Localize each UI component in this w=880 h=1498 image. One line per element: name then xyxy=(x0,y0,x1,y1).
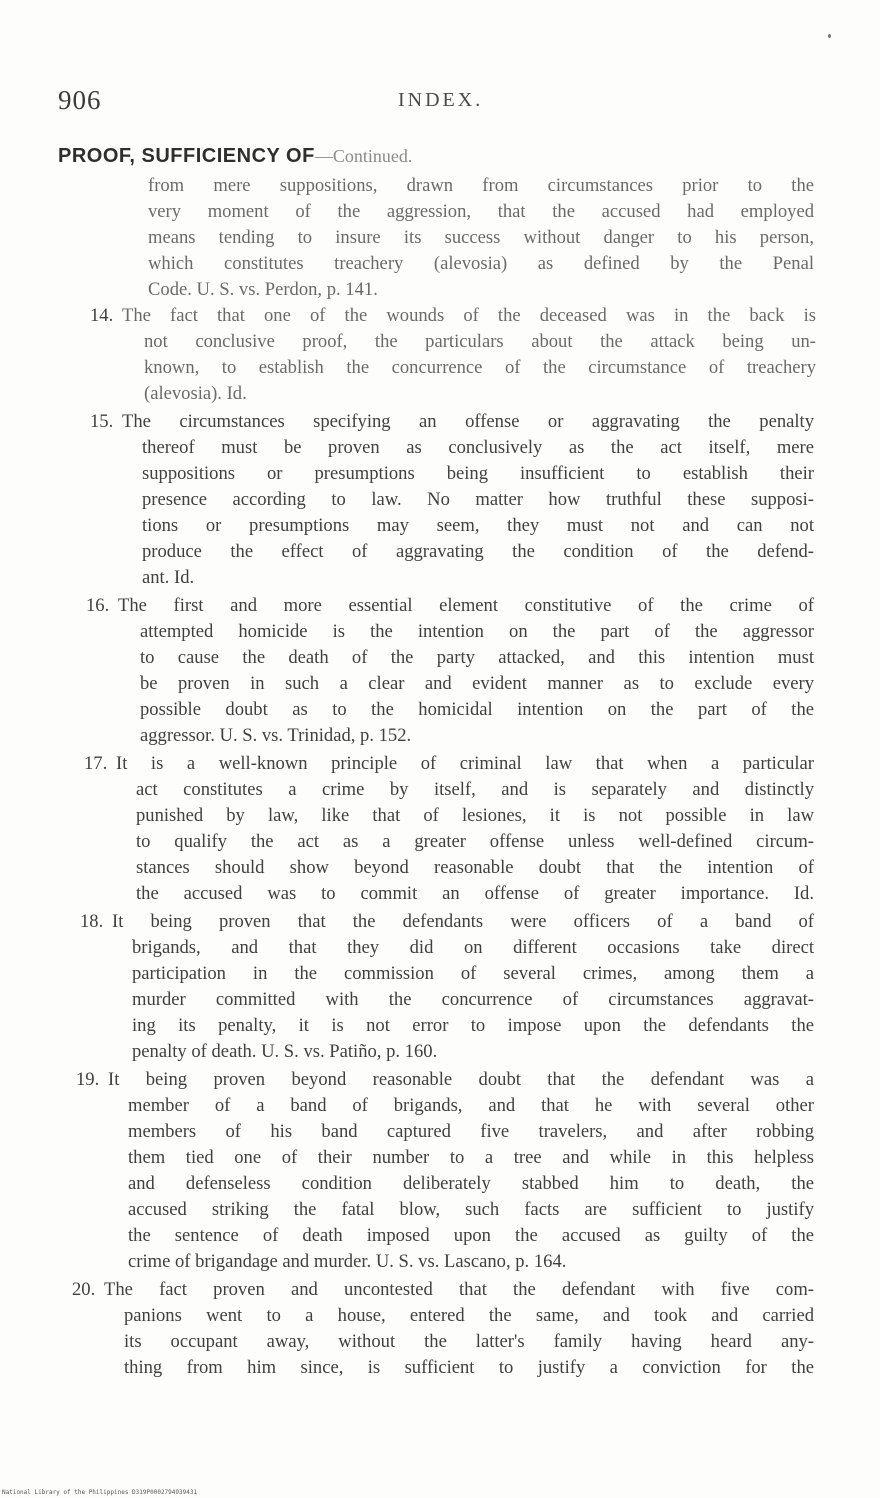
paragraph-line: them tied one of their number to a tree and while in this helpless xyxy=(128,1147,814,1168)
paragraph-first-line: The first and more essential element constitutive of the crime of xyxy=(118,595,814,616)
scan-footer: National Library of the Philippines D319P0002794939431 xyxy=(2,1489,198,1496)
paragraph-line: panions went to a house, entered the same, and took and carried xyxy=(124,1305,814,1326)
paragraph-first-line: The fact proven and uncontested that the defendant with five com- xyxy=(104,1279,814,1300)
paragraph-number: 16. xyxy=(86,595,110,616)
paragraph-line: presence according to law. No matter how truthful these supposi- xyxy=(142,489,814,510)
paragraph-line: member of a band of brigands, and that he with several other xyxy=(128,1095,814,1116)
paragraph-line: ing its penalty, it is not error to impose upon the defendants the xyxy=(132,1015,814,1036)
paragraph-line: to qualify the act as a greater offense unless well-defined circum- xyxy=(136,831,814,852)
paragraph-first-line: It is a well-known principle of criminal law that when a particular xyxy=(116,753,814,774)
paragraph-line: (alevosia). Id. xyxy=(144,383,247,404)
paragraph-line: act constitutes a crime by itself, and is separately and distinctly xyxy=(136,779,814,800)
paragraph-line: accused striking the fatal blow, such facts are sufficient to justify xyxy=(128,1199,814,1220)
paragraph-line: participation in the commission of several crimes, among them a xyxy=(132,963,814,984)
paragraph-line: known, to establish the concurrence of the circumstance of treachery xyxy=(144,357,816,378)
paragraph-first-line: It being proven beyond reasonable doubt that the defendant was a xyxy=(108,1069,814,1090)
intro-line: which constitutes treachery (alevosia) as defined by the Penal xyxy=(148,253,814,274)
paragraph-number: 20. xyxy=(72,1279,96,1300)
paragraph-line: and defenseless condition deliberately stabbed him to death, the xyxy=(128,1173,814,1194)
paragraph-number: 15. xyxy=(90,411,114,432)
paragraph-line: be proven in such a clear and evident manner as to exclude every xyxy=(140,673,814,694)
paragraph-line: not conclusive proof, the particulars about the attack being un- xyxy=(144,331,816,352)
paragraph-number: 17. xyxy=(84,753,108,774)
paragraph-line: aggressor. U. S. vs. Trinidad, p. 152. xyxy=(140,725,412,746)
heading-title: PROOF, SUFFICIENCY OF xyxy=(58,145,315,167)
paragraph-line: punished by law, like that of lesiones, it is not possible in law xyxy=(136,805,814,826)
page-speck xyxy=(828,34,831,38)
paragraph-line: possible doubt as to the homicidal intention on the part of the xyxy=(140,699,814,720)
paragraph-line: to cause the death of the party attacked, and this intention must xyxy=(140,647,814,668)
paragraph-first-line: It being proven that the defendants were officers of a band of xyxy=(112,911,814,932)
paragraph-line: the accused was to commit an offense of greater importance. Id. xyxy=(136,883,814,904)
paragraph-line: thereof must be proven as conclusively as the act itself, mere xyxy=(142,437,814,458)
paragraph-line: attempted homicide is the intention on the part of the aggressor xyxy=(140,621,814,642)
page-number: 906 xyxy=(58,85,102,115)
paragraph-line: tions or presumptions may seem, they must not and can not xyxy=(142,515,814,536)
paragraph-line: brigands, and that they did on different occasions take direct xyxy=(132,937,814,958)
intro-line: Code. U. S. vs. Perdon, p. 141. xyxy=(148,279,378,300)
page-header xyxy=(58,85,818,125)
paragraph-line: the sentence of death imposed upon the accused as guilty of the xyxy=(128,1225,814,1246)
section-heading xyxy=(58,144,818,168)
intro-line: means tending to insure its success without danger to his person, xyxy=(148,227,814,248)
intro-line: from mere suppositions, drawn from circumstances prior to the xyxy=(148,175,814,196)
intro-line: very moment of the aggression, that the accused had employed xyxy=(148,201,814,222)
heading-continued: —Continued. xyxy=(314,146,413,166)
paragraph-number: 19. xyxy=(76,1069,100,1090)
paragraph-line: produce the effect of aggravating the condition of the defend- xyxy=(142,541,814,562)
paragraph-first-line: The circumstances specifying an offense or aggravating the penalty xyxy=(122,411,814,432)
paragraph-line: murder committed with the concurrence of circumstances aggravat- xyxy=(132,989,814,1010)
paragraph-line: ant. Id. xyxy=(142,567,195,588)
paragraph-line: members of his band captured five travelers, and after robbing xyxy=(128,1121,814,1142)
running-title: INDEX. xyxy=(398,89,484,111)
paragraph-number: 14. xyxy=(90,305,114,326)
paragraph-line: stances should show beyond reasonable doubt that the intention of xyxy=(136,857,814,878)
paragraph-line: its occupant away, without the latter's family having heard any- xyxy=(124,1331,814,1352)
paragraph-number: 18. xyxy=(80,911,104,932)
paragraph-line: penalty of death. U. S. vs. Patiño, p. 160. xyxy=(132,1041,438,1062)
paragraph-line: crime of brigandage and murder. U. S. vs. Lascano, p. 164. xyxy=(128,1251,567,1272)
paragraph-first-line: The fact that one of the wounds of the deceased was in the back is xyxy=(122,305,816,326)
paragraph-line: suppositions or presumptions being insufficient to establish their xyxy=(142,463,814,484)
paragraph-line: thing from him since, is sufficient to justify a conviction for the xyxy=(124,1357,814,1378)
